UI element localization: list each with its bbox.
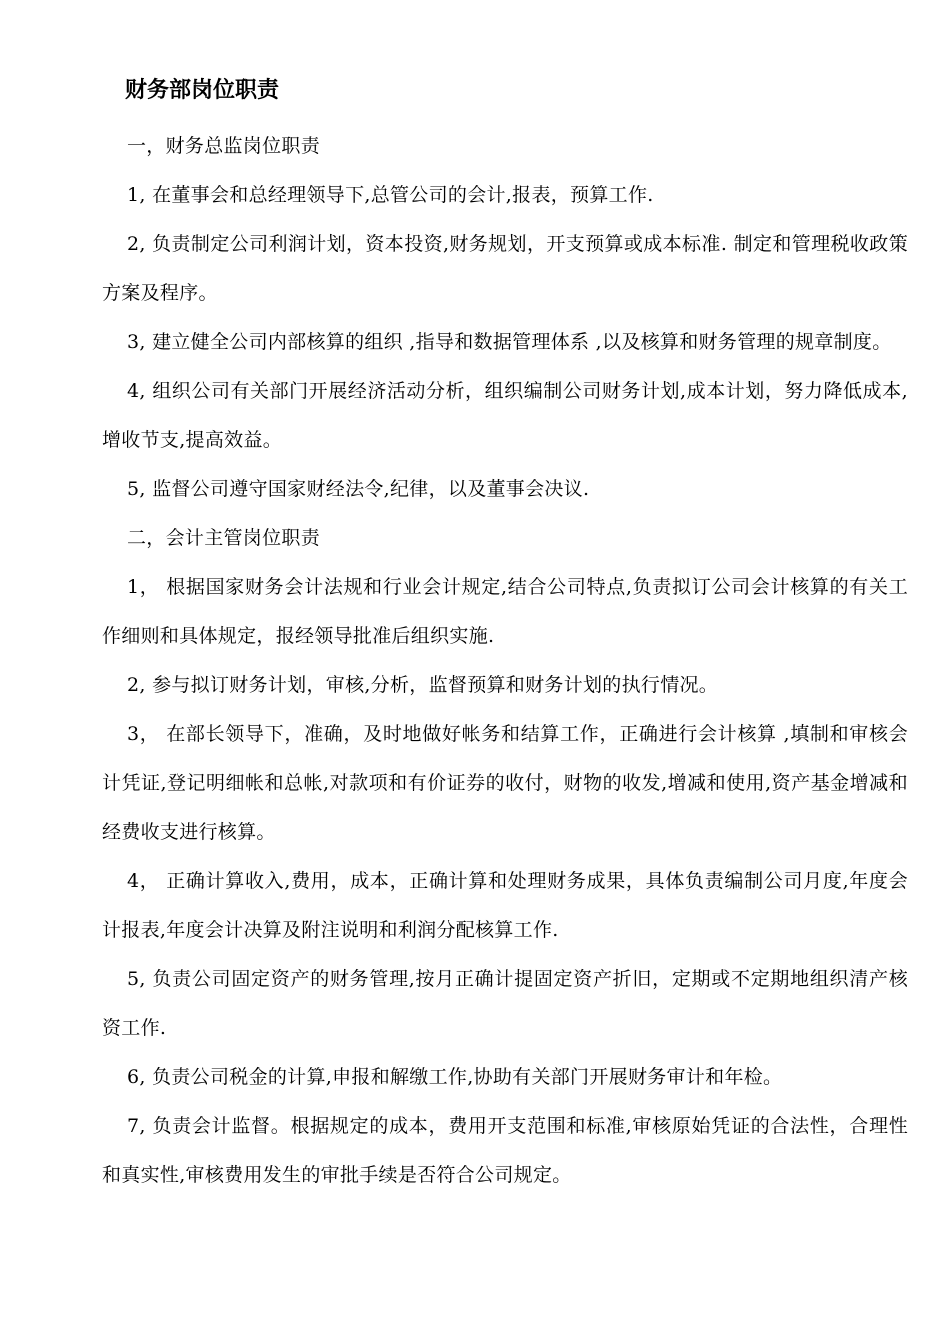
paragraph: 4, 组织公司有关部门开展经济活动分析，组织编制公司财务计划,成本计划，努力降低成本,增收节支,提高效益。 (102, 380, 908, 451)
paragraph: 6, 负责公司税金的计算,申报和解缴工作,协助有关部门开展财务审计和年检。 (127, 1066, 783, 1088)
document-body (102, 122, 908, 1200)
paragraph: 3, 建立健全公司内部核算的组织 ,指导和数据管理体系 ,以及核算和财务管理的规章制度。 (127, 331, 892, 353)
paragraph: 1, 在董事会和总经理领导下,总管公司的会计,报表，预算工作. (127, 184, 654, 206)
paragraph: 5, 监督公司遵守国家财经法令,纪律，以及董事会决议. (127, 478, 590, 500)
paragraph: 7, 负责会计监督。根据规定的成本，费用开支范围和标准,审核原始凭证的合法性，合理性和真实性,审核费用发生的审批手续是否符合公司规定。 (102, 1115, 908, 1186)
paragraph: 5, 负责公司固定资产的财务管理,按月正确计提固定资产折旧，定期或不定期地组织清产核资工作. (102, 968, 908, 1039)
section-heading-1: 一，财务总监岗位职责 (127, 135, 321, 157)
paragraph: 2, 参与拟订财务计划，审核,分析，监督预算和财务计划的执行情况。 (127, 674, 719, 696)
paragraph: 3， 在部长领导下，准确，及时地做好帐务和结算工作，正确进行会计核算 ,填制和审核会计凭证,登记明细帐和总帐,对款项和有价证券的收付，财物的收发,增减和使用,资产基金增减和经费收支进行核算。 (102, 723, 908, 843)
section-heading-2: 二，会计主管岗位职责 (127, 527, 321, 549)
paragraph: 1， 根据国家财务会计法规和行业会计规定,结合公司特点,负责拟订公司会计核算的有关工作细则和具体规定，报经领导批准后组织实施. (102, 576, 908, 647)
paragraph: 2, 负责制定公司利润计划，资本投资,财务规划，开支预算或成本标准. 制定和管理税收政策方案及程序。 (102, 233, 908, 304)
document-title: 财务部岗位职责 (125, 78, 280, 103)
paragraph: 4， 正确计算收入,费用，成本，正确计算和处理财务成果，具体负责编制公司月度,年度会计报表,年度会计决算及附注说明和利润分配核算工作. (102, 870, 908, 941)
